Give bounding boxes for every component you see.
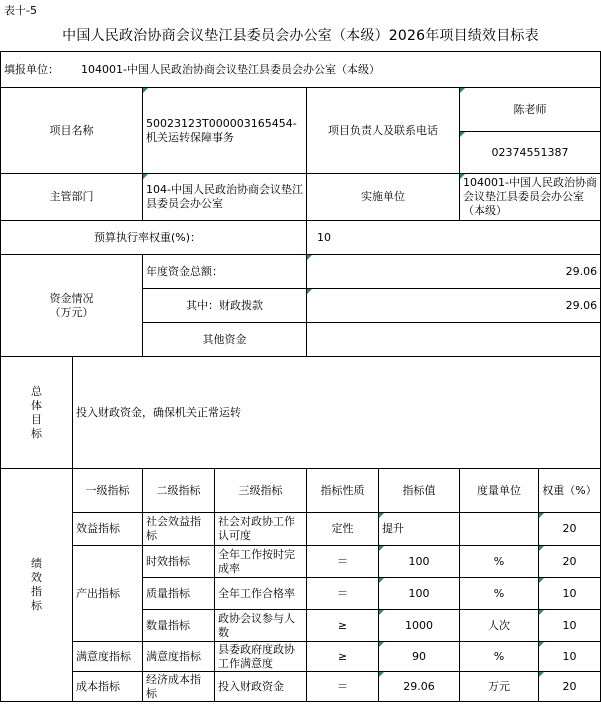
- level2-cell: 质量指标: [143, 578, 215, 610]
- funds-other-label: 其他资金: [143, 323, 307, 357]
- header-level1: 一级指标: [73, 469, 143, 513]
- level2-cell: 经济成本指标: [143, 672, 215, 702]
- unit-cell: 万元: [460, 672, 539, 702]
- funds-total-label: 年度资金总额：: [143, 255, 307, 289]
- weight-cell: 20: [539, 546, 601, 578]
- contact-label: 项目负责人及联系电话: [307, 88, 460, 174]
- project-name-label: 项目名称: [1, 88, 143, 174]
- value-cell: 100: [379, 578, 460, 610]
- group-satisfaction: 满意度指标: [73, 642, 143, 672]
- table-row: [1, 642, 601, 672]
- value-cell: 29.06: [379, 672, 460, 702]
- overall-goal-label: 总 体 目 标: [1, 357, 73, 469]
- contact-name: 陈老师: [460, 88, 601, 132]
- level2-cell: 时效指标: [143, 546, 215, 578]
- filler-value: 104001-中国人民政治协商会议垫江县委员会办公室（本级）: [81, 62, 380, 76]
- contact-phone: 02374551387: [460, 132, 601, 174]
- level3-cell: 全年工作按时完成率: [215, 546, 307, 578]
- level3-cell: 社会对政协工作认可度: [215, 513, 307, 546]
- header-unit: 度量单位: [460, 469, 539, 513]
- page-title: 中国人民政治协商会议垫江县委员会办公室（本级）2026年项目绩效目标表: [62, 28, 539, 44]
- level2-cell: 满意度指标: [143, 642, 215, 672]
- performance-form-table: [0, 51, 601, 702]
- value-cell: 90: [379, 642, 460, 672]
- nature-cell: ＝: [307, 672, 379, 702]
- dept-label: 主管部门: [1, 174, 143, 221]
- budget-weight-value: 10: [307, 221, 601, 255]
- budget-weight-label: 预算执行率权重(%)：: [1, 221, 307, 255]
- filler-label: 填报单位：: [4, 62, 59, 76]
- nature-cell: ≥: [307, 642, 379, 672]
- weight-cell: 10: [539, 610, 601, 642]
- nature-cell: ≥: [307, 610, 379, 642]
- weight-cell: 20: [539, 672, 601, 702]
- header-weight: 权重（%）: [539, 469, 601, 513]
- level3-cell: 投入财政资金: [215, 672, 307, 702]
- header-value: 指标值: [379, 469, 460, 513]
- unit-cell: [460, 513, 539, 546]
- group-cost: 成本指标: [73, 672, 143, 702]
- level3-cell: 政协会议参与人数: [215, 610, 307, 642]
- dept-value: 104-中国人民政治协商会议垫江县委员会办公室: [143, 174, 307, 221]
- level2-cell: 社会效益指标: [143, 513, 215, 546]
- nature-cell: ＝: [307, 546, 379, 578]
- funds-fiscal-label: 其中：财政拨款: [143, 289, 307, 323]
- table-row: [1, 672, 601, 702]
- funds-other-value: [307, 323, 601, 357]
- table-row: [1, 546, 601, 578]
- group-output: 产出指标: [73, 546, 143, 642]
- funds-total-value: 29.06: [307, 255, 601, 289]
- weight-cell: 20: [539, 513, 601, 546]
- funds-label-line1: 资金情况: [49, 291, 94, 305]
- value-cell: 100: [379, 546, 460, 578]
- weight-cell: 10: [539, 642, 601, 672]
- funds-label: [1, 255, 143, 357]
- level2-cell: 数量指标: [143, 610, 215, 642]
- header-level3: 三级指标: [215, 469, 307, 513]
- value-cell: 提升: [379, 513, 460, 546]
- funds-label-line2: （万元）: [49, 305, 94, 319]
- nature-cell: ＝: [307, 578, 379, 610]
- project-name-value: 50023123T000003165454-机关运转保障事务: [143, 88, 307, 174]
- unit-cell: %: [460, 642, 539, 672]
- level3-cell: 县委政府度政协工作满意度: [215, 642, 307, 672]
- impl-value: 104001-中国人民政治协商会议垫江县委员会办公室（本级）: [460, 174, 601, 221]
- level3-cell: 全年工作合格率: [215, 578, 307, 610]
- value-cell: 1000: [379, 610, 460, 642]
- header-nature: 指标性质: [307, 469, 379, 513]
- sheet-tag: 表十-5: [4, 4, 37, 17]
- nature-cell: 定性: [307, 513, 379, 546]
- performance-label: 绩 效 指 标: [1, 469, 73, 702]
- unit-cell: %: [460, 546, 539, 578]
- funds-fiscal-value: 29.06: [307, 289, 601, 323]
- weight-cell: 10: [539, 578, 601, 610]
- group-benefit: 效益指标: [73, 513, 143, 546]
- header-level2: 二级指标: [143, 469, 215, 513]
- unit-cell: %: [460, 578, 539, 610]
- table-row: [1, 513, 601, 546]
- impl-label: 实施单位: [307, 174, 460, 221]
- unit-cell: 人次: [460, 610, 539, 642]
- filler-row: [1, 52, 601, 88]
- overall-goal-text: 投入财政资金，确保机关正常运转: [73, 357, 601, 469]
